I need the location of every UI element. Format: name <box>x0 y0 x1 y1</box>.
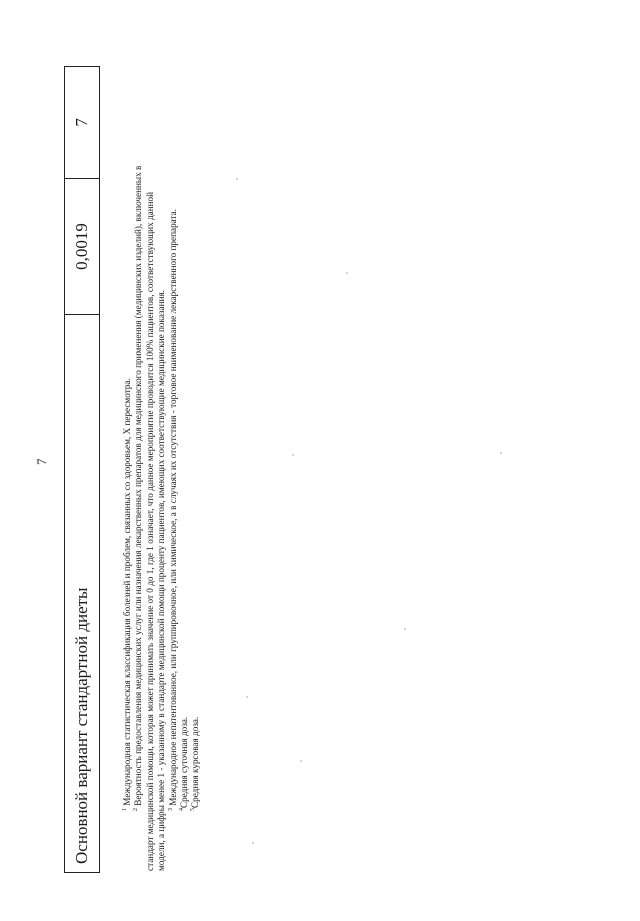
footnote-text: Международное непатентованное, или группировочное, или химическое, а в случаях их отсутствия - торговое наименование лекарственного препарата. <box>167 208 178 806</box>
footnote-text: Средняя суточная доза. <box>179 716 190 808</box>
scan-speck <box>300 760 302 762</box>
diet-table <box>64 66 100 873</box>
footnote-2-cont-1 <box>145 51 156 871</box>
frequency-cell: 0,0019 <box>65 178 99 315</box>
footnote-text: Средняя курсовая доза. <box>190 716 201 808</box>
footnote-3 <box>168 51 179 871</box>
scan-speck <box>236 178 238 180</box>
footnote-2-cont-2 <box>156 51 167 871</box>
scan-speck <box>404 628 406 630</box>
footnote-2 <box>133 51 144 871</box>
page-number: 7 <box>34 458 49 465</box>
scan-speck <box>346 272 348 274</box>
diet-name-cell: Основной вариант стандартной диеты <box>65 314 99 872</box>
scan-speck <box>292 454 294 456</box>
scan-speck <box>252 842 254 844</box>
footnote-text: Международная статистическая классификация болезней и проблем, связанных со здоровьем, X пересмотра. <box>122 378 132 806</box>
footnote-text: Вероятность предоставления медицинских услуг или назначения лекарственных препаратов для медицинского применения (медицинских изделий), включенных в <box>133 165 144 806</box>
footnote-mark: 1 <box>121 808 128 811</box>
footnotes <box>122 51 202 871</box>
footnote-4 <box>179 51 190 871</box>
scan-speck <box>246 696 248 698</box>
footnote-text: стандарт медицинской помощи, которая может принимать значение от 0 до 1, где 1 означает, что данное мероприятие проводится 100% пациентов, соответствующих данной <box>144 191 155 871</box>
footnote-mark: 3 <box>167 808 174 811</box>
footnote-1 <box>122 51 133 871</box>
footnote-5 <box>190 51 201 871</box>
footnote-text: модели, а цифры менее 1 - указанному в стандарте медицинской помощи проценту пациентов, имеющих соответствующие медицинские показания. <box>156 290 167 871</box>
days-cell: 7 <box>72 118 91 127</box>
footnote-mark: 2 <box>133 808 140 811</box>
footnote-mark: 5 <box>190 808 197 811</box>
footnote-mark: 4 <box>178 808 185 811</box>
scan-speck <box>500 452 502 454</box>
